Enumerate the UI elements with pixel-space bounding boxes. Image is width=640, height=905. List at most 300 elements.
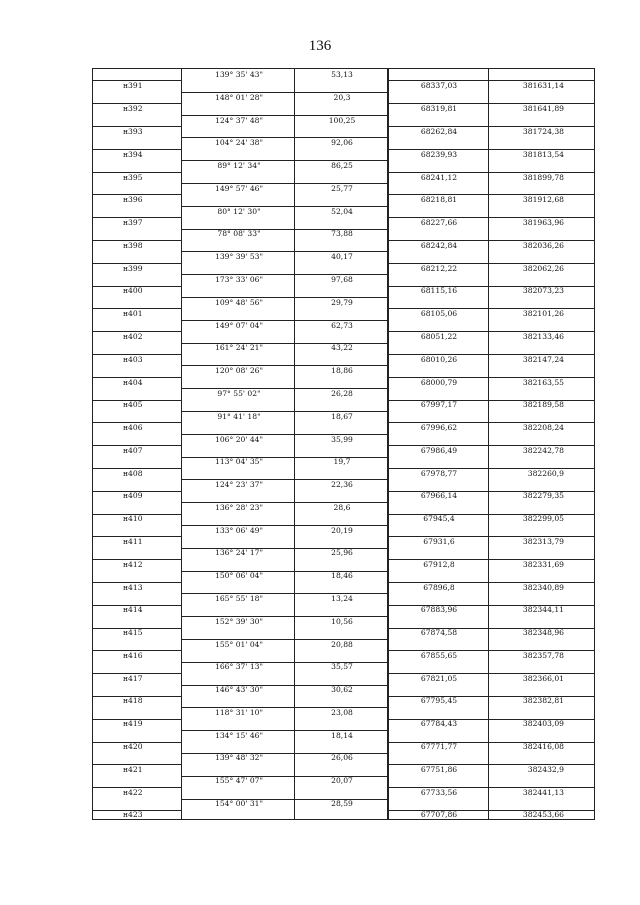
row-divider	[182, 685, 387, 686]
table-row	[93, 354, 594, 365]
x-coordinate-cell: 67997,17	[420, 400, 458, 410]
segment-row	[93, 115, 594, 126]
row-divider	[182, 479, 387, 480]
angle-cell: 166° 37' 13"	[214, 662, 264, 672]
point-name-cell: н399	[123, 263, 143, 273]
row-divider	[388, 263, 594, 264]
row-divider	[182, 160, 387, 161]
coordinates-table	[92, 68, 595, 820]
angle-cell: 139° 48' 32"	[214, 753, 264, 763]
point-name-cell: н416	[123, 650, 143, 660]
y-coordinate-cell: 381813,54	[522, 149, 564, 159]
row-divider	[93, 810, 181, 811]
row-divider	[388, 605, 594, 606]
angle-cell: 118° 31' 10"	[214, 707, 264, 717]
angle-cell: 146° 43' 30"	[214, 685, 264, 695]
angle-cell: 89° 12' 34"	[217, 161, 261, 171]
row-divider	[93, 263, 181, 264]
segment-row	[93, 342, 594, 353]
y-coordinate-cell: 382313,79	[522, 537, 564, 547]
x-coordinate-cell: 67733,56	[420, 787, 458, 797]
y-coordinate-cell: 382133,46	[522, 331, 564, 341]
distance-cell: 20,3	[333, 92, 351, 102]
segment-row	[93, 616, 594, 627]
table-row	[93, 764, 594, 775]
angle-cell: 91° 41' 18"	[217, 411, 261, 421]
x-coordinate-cell: 67966,14	[420, 491, 458, 501]
row-divider	[182, 753, 387, 754]
x-coordinate-cell: 67978,77	[420, 468, 458, 478]
angle-cell: 150° 06' 04"	[214, 571, 264, 581]
row-divider	[388, 719, 594, 720]
angle-cell: 104° 24' 38"	[214, 138, 264, 148]
x-coordinate-cell: 68242,84	[420, 240, 458, 250]
distance-cell: 25,77	[331, 183, 353, 193]
row-divider	[93, 764, 181, 765]
point-name-cell: н391	[123, 81, 143, 91]
distance-cell: 26,06	[331, 753, 353, 763]
distance-cell: 73,88	[331, 229, 353, 239]
y-coordinate-cell: 382340,89	[522, 582, 564, 592]
angle-cell: 173° 33' 06"	[214, 275, 264, 285]
point-name-cell: н397	[123, 218, 143, 228]
segment-row	[93, 228, 594, 239]
row-divider	[388, 673, 594, 674]
table-row	[93, 217, 594, 228]
y-coordinate-cell: 382441,13	[522, 787, 564, 797]
distance-cell: 30,62	[331, 685, 353, 695]
table-row	[93, 627, 594, 638]
row-divider	[93, 468, 181, 469]
segment-row	[93, 434, 594, 445]
segment-row	[93, 707, 594, 718]
row-divider	[93, 194, 181, 195]
table-row	[93, 650, 594, 661]
x-coordinate-cell: 67784,43	[420, 719, 458, 729]
angle-cell: 139° 39' 53"	[214, 252, 264, 262]
row-divider	[388, 308, 594, 309]
y-coordinate-cell: 382062,26	[522, 263, 564, 273]
table-row	[93, 331, 594, 342]
point-name-cell: н395	[123, 172, 143, 182]
x-coordinate-cell: 67874,58	[420, 628, 458, 638]
point-name-cell: н400	[123, 286, 143, 296]
table-row	[93, 559, 594, 570]
x-coordinate-cell: 67931,6	[423, 537, 455, 547]
x-coordinate-cell: 67855,65	[420, 650, 458, 660]
row-divider	[388, 377, 594, 378]
x-coordinate-cell: 68319,81	[420, 104, 458, 114]
x-coordinate-cell: 67945,4	[423, 514, 455, 524]
row-divider	[93, 172, 181, 173]
row-divider	[388, 628, 594, 629]
segment-row	[93, 684, 594, 695]
y-coordinate-cell: 381912,68	[522, 195, 564, 205]
row-divider	[182, 776, 387, 777]
angle-cell: 136° 24' 17"	[214, 548, 264, 558]
x-coordinate-cell: 67986,49	[420, 445, 458, 455]
distance-cell: 29,79	[331, 297, 353, 307]
y-coordinate-cell: 382147,24	[522, 354, 564, 364]
x-coordinate-cell: 68337,03	[420, 81, 458, 91]
distance-cell: 18,46	[331, 571, 353, 581]
segment-row	[93, 251, 594, 262]
distance-cell: 35,57	[331, 662, 353, 672]
x-coordinate-cell: 68212,22	[420, 263, 458, 273]
segment-row	[93, 730, 594, 741]
row-divider	[182, 137, 387, 138]
x-coordinate-cell: 67795,45	[420, 696, 458, 706]
x-coordinate-cell: 68000,79	[420, 377, 458, 387]
row-divider	[93, 696, 181, 697]
distance-cell: 18,86	[331, 366, 353, 376]
distance-cell: 35,99	[331, 434, 353, 444]
angle-cell: 113° 04' 35"	[214, 457, 264, 467]
table-row	[93, 741, 594, 752]
distance-cell: 19,7	[333, 457, 351, 467]
table-row	[93, 80, 594, 91]
angle-cell: 161° 24' 21"	[214, 343, 264, 353]
row-divider	[388, 810, 594, 811]
angle-cell: 106° 20' 44"	[214, 434, 264, 444]
angle-cell: 139° 35' 43"	[214, 70, 264, 79]
row-divider	[182, 571, 387, 572]
row-divider	[93, 217, 181, 218]
y-coordinate-cell: 382403,09	[522, 719, 564, 729]
distance-cell: 97,68	[331, 275, 353, 285]
angle-cell: 165° 55' 18"	[214, 593, 264, 603]
x-coordinate-cell: 67996,62	[420, 423, 458, 433]
row-divider	[388, 126, 594, 127]
angle-cell: 97° 55' 02"	[217, 388, 261, 398]
row-divider	[93, 80, 181, 81]
point-name-cell: н396	[123, 195, 143, 205]
y-coordinate-cell: 382366,01	[522, 673, 564, 683]
row-divider	[388, 514, 594, 515]
distance-cell: 100,25	[328, 115, 356, 125]
y-coordinate-cell: 382344,11	[522, 605, 564, 615]
table-row	[93, 149, 594, 160]
row-divider	[388, 103, 594, 104]
row-divider	[388, 286, 594, 287]
row-divider	[388, 582, 594, 583]
point-name-cell: н394	[123, 149, 143, 159]
row-divider	[182, 365, 387, 366]
point-name-cell: н411	[123, 537, 143, 547]
segment-row	[93, 137, 594, 148]
row-divider	[182, 206, 387, 207]
distance-cell: 28,6	[333, 502, 351, 512]
point-name-cell: н415	[123, 628, 143, 638]
y-coordinate-cell: 382189,58	[522, 400, 564, 410]
point-name-cell: н410	[123, 514, 143, 524]
x-coordinate-cell: 67821,05	[420, 673, 458, 683]
angle-cell: 152° 39' 30"	[214, 616, 264, 626]
x-coordinate-cell: 68241,12	[420, 172, 458, 182]
segment-row	[93, 798, 594, 809]
row-divider	[388, 422, 594, 423]
table-row	[93, 445, 594, 456]
y-coordinate-cell: 382260,9	[527, 468, 564, 478]
row-divider	[182, 502, 387, 503]
segment-row	[93, 593, 594, 604]
row-divider	[93, 650, 181, 651]
x-coordinate-cell: 68227,66	[420, 218, 458, 228]
y-coordinate-cell: 382208,24	[522, 423, 564, 433]
row-divider	[388, 400, 594, 401]
angle-cell: 134° 15' 46"	[214, 730, 264, 740]
row-divider	[93, 308, 181, 309]
column-divider	[387, 69, 389, 819]
segment-row	[93, 206, 594, 217]
point-name-cell: н405	[123, 400, 143, 410]
row-divider	[93, 536, 181, 537]
row-divider	[388, 80, 594, 81]
table-row	[93, 673, 594, 684]
table-row	[93, 126, 594, 137]
point-name-cell: н392	[123, 104, 143, 114]
table-row	[93, 103, 594, 114]
row-divider	[93, 514, 181, 515]
distance-cell: 20,19	[331, 525, 353, 535]
y-coordinate-cell: 382101,26	[522, 309, 564, 319]
row-divider	[93, 605, 181, 606]
point-name-cell: н402	[123, 331, 143, 341]
x-coordinate-cell: 68239,93	[420, 149, 458, 159]
distance-cell: 18,14	[331, 730, 353, 740]
table-row	[93, 582, 594, 593]
distance-cell: 86,25	[331, 161, 353, 171]
angle-cell: 80° 12' 30"	[217, 206, 261, 216]
distance-cell: 20,88	[331, 639, 353, 649]
row-divider	[182, 320, 387, 321]
row-divider	[93, 673, 181, 674]
segment-row	[93, 183, 594, 194]
row-divider	[93, 103, 181, 104]
y-coordinate-cell: 381899,78	[522, 172, 564, 182]
row-divider	[388, 650, 594, 651]
segment-row	[93, 525, 594, 536]
x-coordinate-cell: 67771,77	[420, 742, 458, 752]
table-row	[93, 513, 594, 524]
table-row	[93, 604, 594, 615]
table-row	[93, 536, 594, 547]
distance-cell: 92,06	[331, 138, 353, 148]
y-coordinate-cell: 382299,05	[522, 514, 564, 524]
row-divider	[388, 764, 594, 765]
row-divider	[182, 388, 387, 389]
angle-cell: 133° 06' 49"	[214, 525, 264, 535]
point-name-cell: н393	[123, 126, 143, 136]
row-divider	[182, 548, 387, 549]
point-name-cell: н401	[123, 309, 143, 319]
row-divider	[388, 240, 594, 241]
y-coordinate-cell: 381963,96	[522, 218, 564, 228]
angle-cell: 155° 47' 07"	[214, 776, 264, 786]
row-divider	[93, 742, 181, 743]
segment-row	[93, 297, 594, 308]
segment-row	[93, 570, 594, 581]
row-divider	[93, 149, 181, 150]
y-coordinate-cell: 381724,38	[522, 126, 564, 136]
row-divider	[93, 422, 181, 423]
y-coordinate-cell: 382453,66	[522, 810, 564, 820]
point-name-cell: н406	[123, 423, 143, 433]
segment-row	[93, 456, 594, 467]
table-row	[93, 468, 594, 479]
distance-cell: 40,17	[331, 252, 353, 262]
row-divider	[182, 525, 387, 526]
row-divider	[388, 559, 594, 560]
x-coordinate-cell: 68051,22	[420, 331, 458, 341]
point-name-cell: н419	[123, 719, 143, 729]
distance-cell: 10,56	[331, 616, 353, 626]
point-name-cell: н414	[123, 605, 143, 615]
segment-row	[93, 388, 594, 399]
segment-row	[93, 365, 594, 376]
segment-row	[93, 639, 594, 650]
distance-cell: 23,08	[331, 707, 353, 717]
segment-row	[93, 320, 594, 331]
table-row	[93, 240, 594, 251]
segment-row	[93, 92, 594, 103]
row-divider	[388, 742, 594, 743]
row-divider	[182, 730, 387, 731]
table-row	[93, 194, 594, 205]
segment-row	[93, 411, 594, 422]
point-name-cell: н420	[123, 742, 143, 752]
point-name-cell: н403	[123, 354, 143, 364]
table-row	[93, 377, 594, 388]
row-divider	[182, 434, 387, 435]
angle-cell: 124° 37' 48"	[214, 115, 264, 125]
row-divider	[93, 240, 181, 241]
row-divider	[182, 297, 387, 298]
angle-cell: 109° 48' 56"	[214, 297, 264, 307]
x-coordinate-cell: 67707,86	[420, 810, 458, 820]
angle-cell: 149° 07' 04"	[214, 320, 264, 330]
segment-row	[93, 752, 594, 763]
angle-cell: 155° 01' 04"	[214, 639, 264, 649]
x-coordinate-cell: 68262,84	[420, 126, 458, 136]
row-divider	[388, 491, 594, 492]
y-coordinate-cell: 382036,26	[522, 240, 564, 250]
x-coordinate-cell: 68115,16	[420, 286, 458, 296]
row-divider	[182, 411, 387, 412]
point-name-cell: н412	[123, 559, 143, 569]
row-divider	[388, 172, 594, 173]
row-divider	[182, 707, 387, 708]
row-divider	[93, 331, 181, 332]
table-row	[93, 809, 594, 820]
row-divider	[93, 559, 181, 560]
angle-cell: 136° 28' 23"	[214, 502, 264, 512]
x-coordinate-cell: 68105,06	[420, 309, 458, 319]
row-divider	[182, 274, 387, 275]
row-divider	[388, 331, 594, 332]
row-divider	[93, 582, 181, 583]
row-divider	[182, 229, 387, 230]
angle-cell: 78° 08' 33"	[217, 229, 261, 239]
table-row	[93, 399, 594, 410]
table-row	[93, 308, 594, 319]
x-coordinate-cell: 67883,96	[420, 605, 458, 615]
segment-row	[93, 502, 594, 513]
y-coordinate-cell: 382357,78	[522, 650, 564, 660]
row-divider	[388, 536, 594, 537]
row-divider	[182, 343, 387, 344]
distance-cell: 62,73	[331, 320, 353, 330]
row-divider	[93, 377, 181, 378]
row-divider	[182, 662, 387, 663]
x-coordinate-cell: 68010,26	[420, 354, 458, 364]
x-coordinate-cell: 67751,86	[420, 764, 458, 774]
distance-cell: 52,04	[331, 206, 353, 216]
angle-cell: 148° 01' 28"	[214, 92, 264, 102]
row-divider	[93, 787, 181, 788]
row-divider	[182, 115, 387, 116]
y-coordinate-cell: 382382,81	[522, 696, 564, 706]
row-divider	[182, 799, 387, 800]
row-divider	[388, 217, 594, 218]
segment-row	[93, 274, 594, 285]
distance-cell: 13,24	[331, 593, 353, 603]
point-name-cell: н422	[123, 787, 143, 797]
y-coordinate-cell: 382073,23	[522, 286, 564, 296]
x-coordinate-cell: 67912,8	[423, 559, 455, 569]
y-coordinate-cell: 382242,78	[522, 445, 564, 455]
angle-cell: 120° 08' 26"	[214, 366, 264, 376]
row-divider	[93, 126, 181, 127]
table-row	[93, 422, 594, 433]
point-name-cell: н418	[123, 696, 143, 706]
row-divider	[182, 92, 387, 93]
angle-cell: 149° 57' 46"	[214, 183, 264, 193]
distance-cell: 22,36	[331, 480, 353, 490]
row-divider	[93, 400, 181, 401]
row-divider	[388, 445, 594, 446]
page-number: 136	[308, 38, 332, 54]
y-coordinate-cell: 381641,89	[522, 104, 564, 114]
segment-row	[93, 661, 594, 672]
row-divider	[182, 183, 387, 184]
point-name-cell: н407	[123, 445, 143, 455]
row-divider	[93, 719, 181, 720]
y-coordinate-cell: 382432,9	[527, 764, 564, 774]
row-divider	[388, 194, 594, 195]
table-row	[93, 718, 594, 729]
point-name-cell: н417	[123, 673, 143, 683]
table-row	[93, 490, 594, 501]
row-divider	[93, 354, 181, 355]
distance-cell: 25,96	[331, 548, 353, 558]
distance-cell: 28,59	[331, 799, 353, 808]
point-name-cell: н421	[123, 764, 143, 774]
x-coordinate-cell: 68218,81	[420, 195, 458, 205]
row-divider	[93, 286, 181, 287]
distance-cell: 43,22	[331, 343, 353, 353]
table-row	[93, 172, 594, 183]
segment-row	[93, 160, 594, 171]
row-divider	[93, 445, 181, 446]
row-divider	[182, 593, 387, 594]
y-coordinate-cell: 382331,69	[522, 559, 564, 569]
distance-cell: 53,13	[331, 70, 353, 79]
table-row-first	[93, 69, 594, 80]
y-coordinate-cell: 382416,08	[522, 742, 564, 752]
row-divider	[388, 468, 594, 469]
point-name-cell: н398	[123, 240, 143, 250]
